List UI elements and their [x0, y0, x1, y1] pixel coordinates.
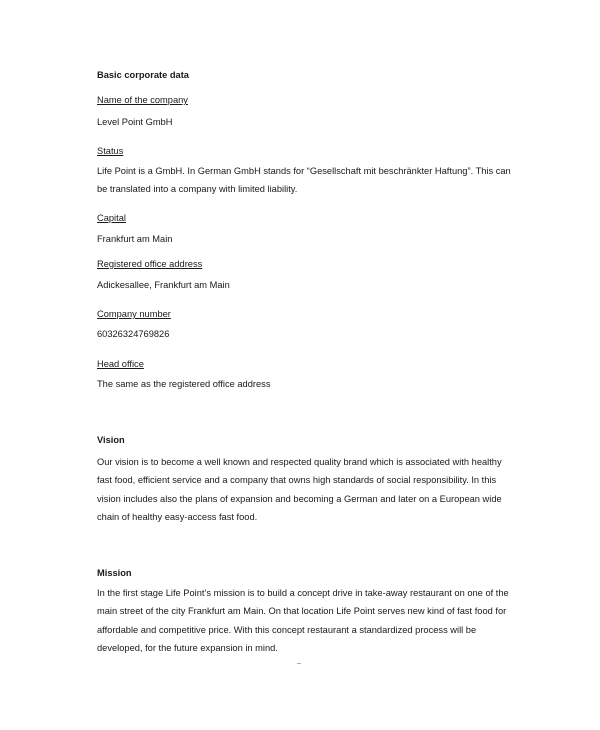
vision-heading: Vision — [97, 435, 125, 445]
company-name-label: Name of the company — [97, 95, 188, 105]
head-office-value: The same as the registered office address — [97, 379, 271, 389]
vision-text — [97, 453, 502, 527]
company-name-value: Level Point GmbH — [97, 117, 173, 127]
mission-line: In the first stage Life Point’s mission is to build a concept drive in take-away restaurant on one of the — [97, 588, 509, 598]
vision-line: chain of healthy easy-access fast food. — [97, 512, 258, 523]
capital-value: Frankfurt am Main — [97, 234, 173, 244]
page-number: – — [297, 660, 301, 667]
mission-heading: Mission — [97, 568, 132, 578]
head-office-label: Head office — [97, 359, 144, 369]
company-number-label: Company number — [97, 309, 171, 319]
vision-line: Our vision is to become a well known and respected quality brand which is associated with healthy — [97, 457, 502, 467]
mission-text — [97, 584, 509, 658]
registered-office-label: Registered office address — [97, 259, 203, 269]
vision-line: vision includes also the plans of expansion and becoming a German and later on a European wide — [97, 493, 502, 504]
registered-office-value: Adickesallee, Frankfurt am Main — [97, 280, 230, 290]
vision-line: fast food, efficient service and a company that owns high standards of social responsibility. In this — [97, 475, 497, 486]
status-text — [97, 162, 511, 199]
mission-line: affordable and competitive price. With this concept restaurant a standardized process will be — [97, 624, 477, 635]
basic-data-heading: Basic corporate data — [97, 70, 189, 80]
status-label: Status — [97, 146, 124, 156]
company-number-value: 60326324769826 — [97, 329, 170, 339]
status-line: Life Point is a GmbH. In German GmbH stands for “Gesellschaft mit beschränkter Haftung”. This can — [97, 166, 511, 176]
status-line: be translated into a company with limited liability. — [97, 184, 298, 195]
capital-label: Capital — [97, 213, 126, 223]
mission-line: developed, for the future expansion in mind. — [97, 643, 278, 654]
mission-line: main street of the city Frankfurt am Main. On that location Life Point serves new kind of fast food for — [97, 606, 507, 617]
